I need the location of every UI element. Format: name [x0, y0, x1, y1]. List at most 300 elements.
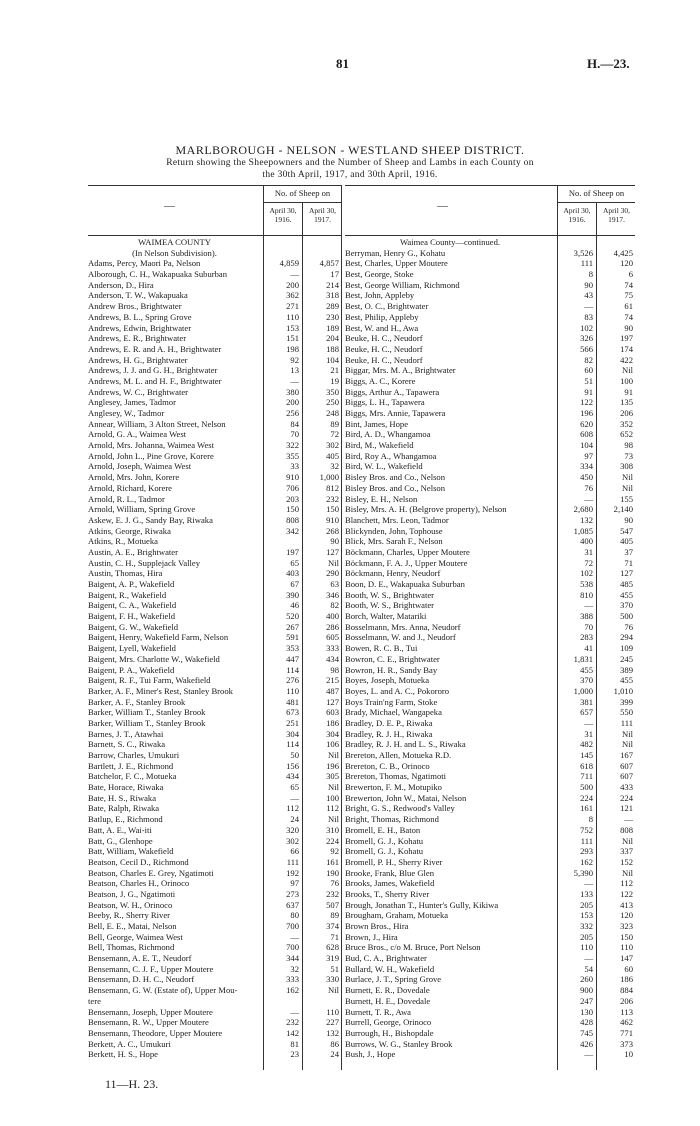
sheep-count-1917: 290	[326, 568, 339, 579]
owner-name: Brewerton, F. M., Motupiko	[345, 782, 442, 793]
sheep-count-1917: 21	[330, 365, 339, 376]
sheep-count-1916: 608	[580, 429, 593, 440]
owner-name: Askew, E. J. G., Sandy Bay, Riwaka	[88, 514, 213, 525]
sheep-count-1916: 54	[584, 963, 593, 974]
table-row	[88, 739, 341, 750]
sheep-count-1916: 370	[580, 675, 593, 686]
table-row	[88, 408, 341, 419]
sheep-count-1916: 673	[286, 707, 299, 718]
sheep-count-1917: 206	[620, 408, 633, 418]
sheep-count-1916: 23	[290, 1049, 299, 1060]
table-row	[88, 932, 341, 943]
owner-name: Bromell, G. J., Kohatu	[345, 835, 424, 846]
sheep-count-1917: 113	[620, 1006, 633, 1017]
table-row	[88, 558, 341, 569]
sheep-count-1917: 607	[620, 771, 633, 782]
sheep-count-1917: 227	[326, 1017, 339, 1028]
sheep-count-1916: 110	[580, 942, 593, 953]
owner-name: WAIMEA COUNTY	[138, 237, 211, 247]
owner-name: Blickynden, John, Tophouse	[345, 525, 443, 536]
table-row	[88, 953, 341, 964]
table-row	[88, 611, 341, 622]
owner-name: Berryman, Henry G., Kohatu	[345, 247, 446, 258]
table-row	[88, 419, 341, 430]
table-row	[345, 825, 635, 836]
table-row	[88, 1049, 341, 1060]
table-row	[345, 461, 635, 472]
sheep-count-1917: 1,000	[319, 472, 339, 483]
owner-name: Burnett, H. E., Dovedale	[345, 995, 431, 1006]
sheep-count-1917: 197	[620, 333, 633, 344]
table-row	[345, 1039, 635, 1050]
table-row	[88, 397, 341, 408]
table-row	[88, 355, 341, 366]
sheep-count-1916: 50	[290, 750, 299, 760]
owner-name: Andrews, W. C., Brightwater	[88, 386, 189, 397]
owner-name: Beatson, W. H., Orinoco	[88, 899, 173, 910]
owner-name: Brady, Michael, Wangapeka	[345, 707, 442, 718]
table-row	[88, 718, 341, 729]
owner-name: Best, W. and H., Awa	[345, 322, 419, 333]
sheep-count-1916: 153	[286, 322, 299, 333]
owner-name: Arnold, John L., Pine Grove, Korere	[88, 450, 214, 461]
sheep-count-1916: 706	[286, 482, 299, 493]
sheep-count-1917: 628	[326, 942, 339, 953]
table-row	[88, 803, 341, 814]
sheep-count-1917: Nil	[328, 750, 339, 760]
owner-name: Best, George, Stoke	[345, 269, 414, 280]
sheep-count-1917: 204	[326, 333, 339, 344]
owner-name: Austin, A. E., Brightwater	[88, 546, 178, 557]
table-row	[88, 568, 341, 579]
table-row	[345, 632, 635, 643]
sheep-count-1916: 92	[290, 354, 299, 365]
sheep-count-1917: 90	[624, 322, 633, 333]
owner-name: Burrough, H., Bishopdale	[345, 1027, 434, 1038]
sheep-count-1916: 271	[286, 301, 299, 312]
owner-name: Brooks, T., Sherry River	[345, 888, 430, 899]
table-row	[345, 996, 635, 1007]
owner-name: Arnold, William, Spring Grove	[88, 504, 196, 515]
owner-name: Baigent, Mrs. Charlotte W., Wakefield	[88, 653, 220, 664]
owner-name: Andrews, M. L. and H. F., Brightwater	[88, 375, 222, 386]
sheep-count-1916: 81	[290, 1038, 299, 1049]
sheep-count-1917: 605	[326, 632, 339, 643]
sheep-count-1916: 700	[286, 942, 299, 953]
sheep-count-1917: 374	[326, 921, 339, 931]
sheep-count-1917: 215	[326, 675, 339, 686]
owner-name: Bensemann, C. J. F., Upper Moutere	[88, 963, 214, 974]
sheep-count-1916: 197	[286, 546, 299, 557]
owner-name: Beuke, H. C., Neudorf	[345, 333, 423, 344]
sheep-count-1916: 91	[584, 386, 593, 397]
sheep-count-1916: 481	[286, 696, 299, 707]
sheep-count-1917: 250	[326, 397, 339, 408]
table-row	[345, 836, 635, 847]
sheep-count-1916: 104	[580, 440, 593, 451]
table-row	[88, 750, 341, 761]
owner-name: Baigent, R. F., Tui Farm, Wakefield	[88, 675, 211, 686]
sheep-count-1916: 900	[580, 985, 593, 996]
owner-name: Annear, William, 3 Alton Street, Nelson	[88, 418, 226, 429]
owner-name: Bell, Thomas, Richmond	[88, 942, 175, 953]
sheep-count-1916: 1,000	[573, 685, 593, 696]
table-row	[345, 1028, 635, 1039]
table-row	[88, 697, 341, 708]
owner-name: Bint, James, Hope	[345, 418, 409, 429]
sheep-count-1917: 174	[620, 343, 633, 354]
table-row	[88, 825, 341, 836]
sheep-count-1916: 84	[290, 418, 299, 429]
owner-name: Bell, George, Waimea West	[88, 931, 183, 942]
sheep-count-1916: 745	[580, 1027, 593, 1038]
sheep-count-1917: 1,010	[613, 685, 633, 696]
sheep-count-1917: 318	[326, 290, 339, 301]
sheep-count-1917: 352	[620, 418, 633, 429]
sheep-count-1916: 380	[286, 386, 299, 397]
header-col-1916: April 30, 1916.	[269, 206, 297, 224]
table-row	[345, 280, 635, 291]
table-row	[88, 526, 341, 537]
owner-name: (In Nelson Subdivision).	[132, 247, 217, 258]
table-row	[88, 622, 341, 633]
table-row	[88, 878, 341, 889]
sheep-count-1917: 150	[326, 504, 339, 515]
table-row	[345, 365, 635, 376]
owner-name: Baigent, G. W., Wakefield	[88, 621, 179, 632]
owner-name: Anglesey, James, Tadmor	[88, 397, 176, 408]
table-row	[88, 472, 341, 483]
sheep-count-1916: —	[584, 1049, 593, 1060]
table-row	[88, 1007, 341, 1018]
sheep-count-1917: 433	[620, 782, 633, 793]
owner-name: Barker, William T., Stanley Brook	[88, 717, 206, 728]
table-row	[88, 333, 341, 344]
table-row	[88, 707, 341, 718]
table-row	[345, 494, 635, 505]
table-row	[345, 878, 635, 889]
owner-name: Beuke, H. C., Neudorf	[345, 354, 423, 365]
sheep-count-1916: 390	[286, 589, 299, 600]
table-row	[345, 697, 635, 708]
table-row	[88, 846, 341, 857]
owner-name: Bisley Bros. and Co., Nelson	[345, 482, 446, 493]
owner-name: Bird, M., Wakefield	[345, 440, 414, 451]
table-row	[345, 964, 635, 975]
owner-name: Atkins, R., Motueka	[88, 536, 158, 547]
sheep-count-1916: 334	[580, 461, 593, 472]
owner-name: Atkins, George, Riwaka	[88, 525, 171, 536]
sheep-count-1917: 389	[620, 664, 633, 675]
owner-name: Best, John, Appleby	[345, 290, 415, 301]
owner-name: Beeby, R., Sherry River	[88, 910, 171, 921]
sheep-count-1917: 82	[330, 600, 339, 611]
table-row	[88, 632, 341, 643]
owner-name: Barker, A. F., Miner's Rest, Stanley Brook	[88, 685, 233, 696]
table-row	[345, 921, 635, 932]
sheep-count-1917: 152	[620, 856, 633, 867]
owner-name: Bradley, R. J. H. and L. S., Riwaka	[345, 739, 466, 750]
owner-name: Bate, Horace, Riwaka	[88, 782, 164, 793]
sheep-count-1916: 591	[286, 632, 299, 643]
owner-name: Brereton, Thomas, Ngatimoti	[345, 771, 447, 782]
sheep-count-1917: 135	[620, 397, 633, 408]
sheep-count-1916: 111	[286, 856, 299, 867]
sheep-count-1917: 111	[620, 717, 633, 728]
sheep-count-1916: 8	[588, 269, 593, 280]
table-row	[345, 750, 635, 761]
table-row	[88, 1028, 341, 1039]
sheep-count-1917: 120	[620, 258, 633, 269]
sheep-count-1916: 342	[286, 525, 299, 536]
owner-name: Berkett, A. C., Umukuri	[88, 1038, 171, 1049]
sheep-count-1917: 308	[620, 461, 633, 472]
sheep-count-1917: 455	[620, 675, 633, 686]
owner-name: Baigent, Lyell, Wakefield	[88, 643, 176, 654]
sheep-count-1916: —	[290, 792, 299, 803]
sheep-count-1916: 256	[286, 408, 299, 418]
sheep-count-1916: 31	[584, 728, 593, 739]
sheep-count-1917: 224	[620, 792, 633, 803]
sheep-count-1916: 162	[286, 985, 299, 996]
table-row	[345, 665, 635, 676]
sheep-count-1917: 189	[326, 322, 339, 333]
sheep-count-1916: 251	[286, 717, 299, 728]
sheep-count-1916: 232	[286, 1017, 299, 1028]
header-col-1917: April 30, 1917.	[602, 206, 631, 224]
sheep-count-1917: 652	[620, 429, 633, 440]
table-row	[345, 932, 635, 943]
sheep-count-1917: 230	[326, 311, 339, 322]
owner-name: Bate, Ralph, Riwaka	[88, 803, 160, 814]
sheep-count-1917: Nil	[328, 814, 339, 825]
sheep-count-1917: 104	[326, 354, 339, 365]
owner-name: Andrews, E. R., Brightwater	[88, 333, 187, 344]
table-row	[345, 910, 635, 921]
sheep-count-1917: 110	[326, 1006, 339, 1017]
sheep-count-1917: 61	[624, 301, 633, 312]
sheep-count-1916: 500	[580, 782, 593, 793]
sheep-count-1916: 110	[286, 685, 299, 696]
sheep-count-1916: 388	[580, 611, 593, 622]
table-row	[88, 868, 341, 879]
owner-name: Arnold, Joseph, Waimea West	[88, 461, 192, 472]
table-row	[88, 782, 341, 793]
owner-name: Biggs, Arthur A., Tapawera	[345, 386, 440, 397]
table-row	[345, 1017, 635, 1028]
sheep-count-1916: 24	[290, 814, 299, 825]
sheep-count-1917: 462	[620, 1017, 633, 1028]
sheep-count-1917: 74	[624, 279, 633, 290]
sheep-count-1916: 114	[286, 664, 299, 675]
owner-name: Blanchett, Mrs. Leon, Tadmor	[345, 514, 449, 525]
table-row	[88, 729, 341, 740]
sheep-count-1917: 110	[620, 942, 633, 953]
table-row	[88, 515, 341, 526]
table-row	[345, 526, 635, 537]
table-row	[345, 707, 635, 718]
sheep-count-1917: 399	[620, 696, 633, 707]
sheep-count-1916: —	[584, 301, 593, 312]
owner-name: Bruce Bros., c/o M. Bruce, Port Nelson	[345, 942, 481, 953]
section-heading	[345, 237, 635, 248]
owner-name: Best, O. C., Brightwater	[345, 301, 429, 312]
owner-name: Borch, Walter, Matariki	[345, 611, 427, 622]
sheep-count-1916: 447	[286, 653, 299, 664]
table-row	[345, 600, 635, 611]
owner-name: Barker, William T., Stanley Brook	[88, 707, 206, 718]
table-row	[345, 590, 635, 601]
sheep-count-1917: Nil	[328, 557, 339, 568]
table-row	[88, 258, 341, 269]
sheep-count-1917: 51	[330, 963, 339, 974]
sheep-count-1917: 89	[330, 418, 339, 429]
owner-name: Bensemann, Joseph, Upper Moutere	[88, 1006, 213, 1017]
owner-name: Boon, D. E., Wakapuaka Suburban	[345, 579, 465, 589]
sheep-count-1917: 245	[620, 653, 633, 664]
sheep-count-1917: 100	[326, 792, 339, 803]
sheep-count-1917: Nil	[622, 835, 633, 846]
sheep-count-1917: 346	[326, 589, 339, 600]
owner-name: Beatson, Charles H., Orinoco	[88, 878, 190, 889]
owner-name: Best, Charles, Upper Moutere	[345, 258, 448, 269]
header-dash: —	[437, 200, 448, 212]
sheep-count-1916: 102	[580, 568, 593, 579]
table-row	[345, 803, 635, 814]
sheep-count-1916: 344	[286, 953, 299, 964]
owner-name: Andrews, J. J. and G. H., Brightwater	[88, 365, 218, 376]
sheep-count-1916: 1,831	[573, 653, 593, 664]
header-dash: —	[164, 200, 175, 212]
owner-name: Andrews, Edwin, Brightwater	[88, 322, 192, 333]
sheep-count-1916: 162	[580, 856, 593, 867]
sheep-count-1917: 373	[620, 1038, 633, 1049]
owner-name: Brown Bros., Hira	[345, 921, 409, 931]
table-row	[88, 547, 341, 558]
sheep-count-1916: 82	[584, 354, 593, 365]
sheep-count-1917: 302	[326, 440, 339, 451]
table-row	[88, 900, 341, 911]
owner-name: Andrews, H. G., Brightwater	[88, 354, 188, 365]
sheep-count-1916: 198	[286, 343, 299, 354]
sheep-count-1917: 90	[624, 514, 633, 525]
owner-name: Berkett, H. S., Hope	[88, 1049, 158, 1060]
table-row	[88, 387, 341, 398]
owner-name: Bartlett, J. E., Richmond	[88, 760, 174, 771]
sheep-count-1917: 100	[620, 375, 633, 386]
table-row	[88, 654, 341, 665]
header-no-of-sheep: No. of Sheep on	[558, 188, 635, 203]
sheep-count-1917: Nil	[622, 472, 633, 483]
sheep-count-1916: 426	[580, 1038, 593, 1049]
sheep-count-1916: 8	[588, 814, 593, 825]
sheep-count-1916: —	[584, 953, 593, 964]
sheep-count-1916: 66	[290, 846, 299, 857]
sheep-count-1916: 203	[286, 493, 299, 504]
sheep-count-1916: 145	[580, 750, 593, 760]
owner-name: Baigent, C. A., Wakefield	[88, 600, 177, 611]
sheep-count-1917: 310	[326, 824, 339, 835]
sheep-count-1917: Nil	[328, 985, 339, 996]
owner-name: Anderson, D., Hira	[88, 279, 154, 290]
table-row	[345, 290, 635, 301]
table-row	[88, 344, 341, 355]
sheep-count-1916: 80	[290, 910, 299, 921]
table-row	[345, 718, 635, 729]
sheep-count-1917: Nil	[622, 482, 633, 493]
sheep-count-1917: —	[624, 814, 633, 825]
owner-name: Burrows, W. G., Stanley Brook	[345, 1038, 453, 1049]
page-number: 81	[336, 56, 349, 71]
sheep-count-1917: 196	[326, 760, 339, 771]
sheep-count-1916: 620	[580, 418, 593, 429]
owner-name: Barnett, S. C., Riwaka	[88, 739, 166, 750]
right-table-header	[345, 185, 635, 236]
table-row	[88, 494, 341, 505]
owner-name: Bensemann, R. W., Upper Moutere	[88, 1017, 209, 1028]
sheep-count-1917: 86	[330, 1038, 339, 1049]
sheep-count-1916: 70	[290, 429, 299, 440]
owner-name: Brooks, James, Wakefield	[345, 878, 435, 889]
sheep-count-1917: 305	[326, 771, 339, 782]
table-row	[88, 579, 341, 590]
sheep-count-1917: 248	[326, 408, 339, 418]
table-row	[345, 301, 635, 312]
owner-name: Baigent, P. A., Wakefield	[88, 664, 175, 675]
sheep-count-1917: 547	[620, 525, 633, 536]
owner-name: Brown, J., Hira	[345, 931, 398, 942]
table-row	[88, 964, 341, 975]
sheep-count-1916: 51	[584, 375, 593, 386]
sheep-count-1916: 810	[580, 589, 593, 600]
sheep-count-1916: 455	[580, 664, 593, 675]
table-row	[345, 568, 635, 579]
table-row	[88, 675, 341, 686]
sheep-count-1916: 114	[286, 739, 299, 750]
table-row	[88, 996, 341, 1007]
sheep-count-1916: 161	[580, 803, 593, 814]
owner-name: Biggs, A. C., Korere	[345, 375, 416, 386]
table-row	[345, 419, 635, 430]
sheep-count-1916: 33	[290, 461, 299, 472]
sheep-count-1917: 112	[326, 803, 339, 814]
sheep-count-1916: 320	[286, 824, 299, 835]
table-row	[345, 846, 635, 857]
table-row	[88, 451, 341, 462]
sheep-count-1917: 127	[326, 546, 339, 557]
owner-name: Batt, William, Wakefield	[88, 846, 174, 857]
sheep-count-1917: 455	[620, 589, 633, 600]
table-row	[88, 686, 341, 697]
owner-name: Bell, E. E., Matai, Nelson	[88, 921, 177, 931]
table-row	[88, 985, 341, 996]
sheep-count-1917: 122	[620, 888, 633, 899]
owner-name: Arnold, G. A., Waimea West	[88, 429, 187, 440]
table-row	[88, 429, 341, 440]
owner-name: Baigent, F. H., Wakefield	[88, 611, 176, 622]
sheep-count-1916: 2,680	[573, 504, 593, 515]
sheep-count-1917: 500	[620, 611, 633, 622]
page-footer: 11—H. 23.	[105, 1077, 159, 1091]
sheep-count-1917: 75	[624, 290, 633, 301]
sheep-count-1916: 808	[286, 514, 299, 525]
sheep-count-1917: 771	[620, 1027, 633, 1038]
sheep-count-1916: 520	[286, 611, 299, 622]
header-no-of-sheep: No. of Sheep on	[264, 188, 341, 203]
owner-name: Batt, A. E., Wai-iti	[88, 824, 152, 835]
sheep-count-1917: 24	[330, 1049, 339, 1060]
sheep-count-1916: 326	[580, 333, 593, 344]
